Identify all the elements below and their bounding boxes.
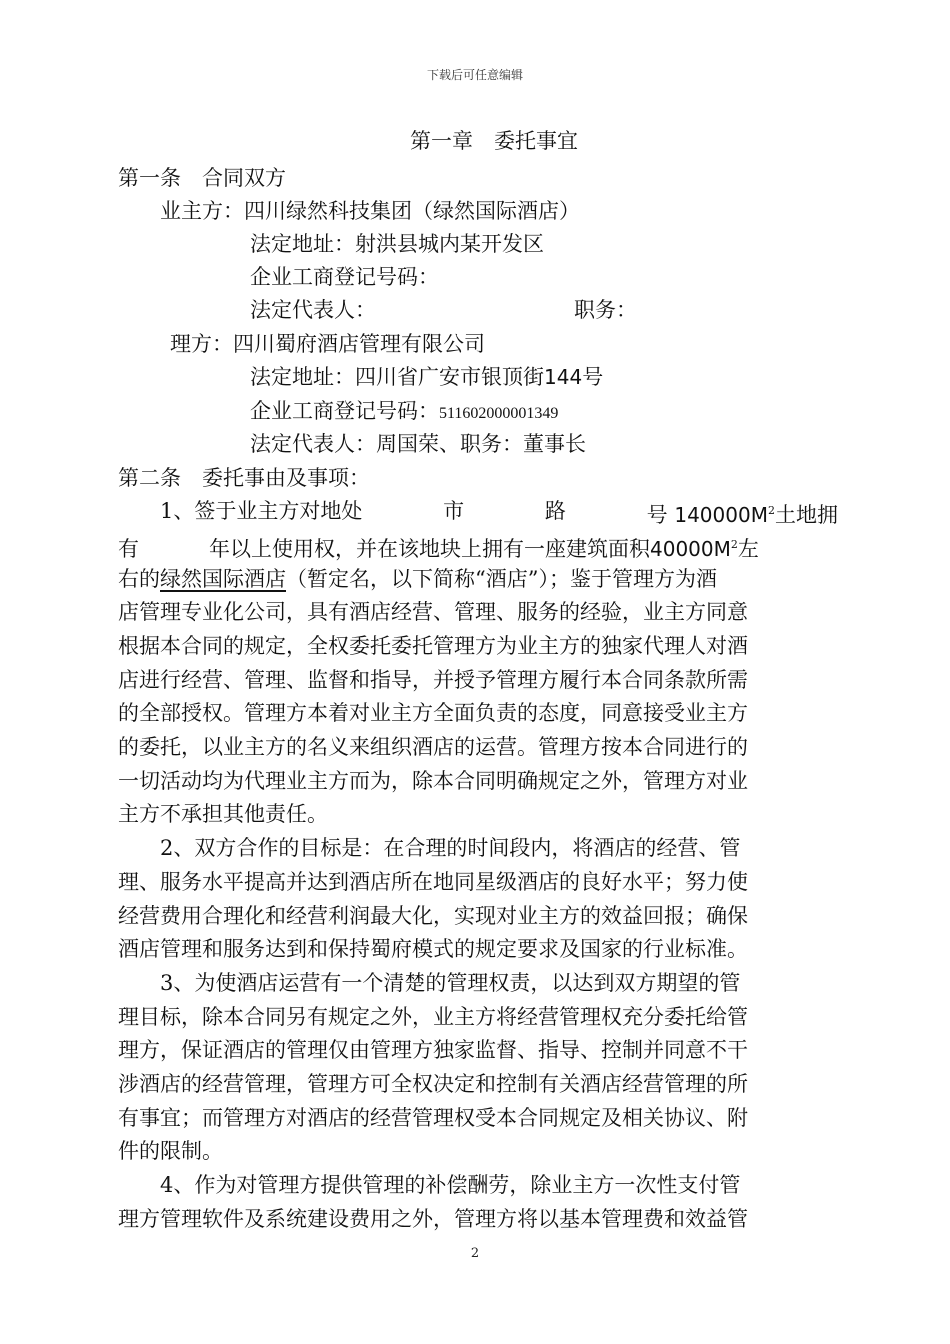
page-number: 2 (470, 1246, 480, 1261)
owner-registration: 企业工商登记号码： (250, 265, 439, 289)
paragraph-3-line: 理目标，除本合同另有规定之外，业主方将经营管理权充分委托给管 (118, 1005, 748, 1029)
manager-representative: 法定代表人：周国荣、职务：董事长 (250, 432, 586, 456)
paragraph-1-line: 主方不承担其他责任。 (118, 802, 328, 826)
page-header: 下载后可任意编辑 (426, 68, 523, 82)
paragraph-2-line: 经营费用合理化和经营利润最大化，实现对业主方的效益回报；确保 (118, 904, 748, 928)
paragraph-4-line: 4、作为对管理方提供管理的补偿酬劳，除业主方一次性支付管 (160, 1173, 741, 1197)
paragraph-1-line: 的委托，以业主方的名义来组织酒店的运营。管理方按本合同进行的 (118, 735, 748, 759)
hotel-name: 绿然国际酒店 (160, 567, 286, 591)
owner-representative-label: 法定代表人： (250, 298, 376, 322)
paragraph-1-line: 根据本合同的规定，全权委托委托管理方为业主方的独家代理人对酒 (118, 634, 748, 658)
owner-address: 法定地址：射洪县城内某开发区 (250, 232, 544, 256)
paragraph-3-line: 件的限制。 (118, 1139, 223, 1163)
paragraph-3-line: 涉酒店的经营管理，管理方可全权决定和控制有关酒店经营管理的所 (118, 1072, 748, 1096)
owner-position-label: 职务： (574, 298, 637, 322)
paragraph-3-line: 有事宜；而管理方对酒店的经营管理权受本合同规定及相关协议、附 (118, 1106, 748, 1130)
paragraph-1-line-2: 有 年以上使用权，并在该地块上拥有一座建筑面积$40000M^2$左 (118, 537, 759, 561)
paragraph-2-line: 2、双方合作的目标是：在合理的时间段内，将酒店的经营、管 (160, 836, 741, 860)
paragraph-1-line-1: 1、签于业主方对地处 市 路 号 $140000M^2$土地拥 (160, 499, 838, 527)
paragraph-1-line: 店进行经营、管理、监督和指导，并授予管理方履行本合同条款所需 (118, 668, 748, 692)
paragraph-1-line: 一切活动均为代理业主方而为，除本合同明确规定之外，管理方对业 (118, 769, 748, 793)
paragraph-3-line: 3、为使酒店运营有一个清楚的管理权责，以达到双方期望的管 (160, 971, 741, 995)
owner-party: 业主方：四川绿然科技集团（绿然国际酒店） (160, 199, 580, 223)
paragraph-2-line: 理、服务水平提高并达到酒店所在地同星级酒店的良好水平；努力使 (118, 870, 748, 894)
paragraph-1-line-3: 右的绿然国际酒店（暂定名，以下简称“酒店”）；鉴于管理方为酒 (118, 567, 717, 591)
paragraph-1-line: 店管理专业化公司，具有酒店经营、管理、服务的经验，业主方同意 (118, 600, 748, 624)
manager-address: 法定地址：四川省广安市银顶街144号 (250, 365, 604, 389)
paragraph-1-line: 的全部授权。管理方本着对业主方全面负责的态度，同意接受业主方 (118, 701, 748, 725)
paragraph-4-line: 理方管理软件及系统建设费用之外，管理方将以基本管理费和效益管 (118, 1207, 748, 1231)
paragraph-2-line: 酒店管理和服务达到和保持蜀府模式的规定要求及国家的行业标准。 (118, 937, 748, 961)
article-2-title: 第二条 委托事由及事项： (118, 466, 370, 490)
paragraph-3-line: 理方，保证酒店的管理仅由管理方独家监督、指导、控制并同意不干 (118, 1038, 748, 1062)
manager-party: 理方：四川蜀府酒店管理有限公司 (170, 332, 485, 356)
manager-registration: 企业工商登记号码：511602000001349 (250, 399, 559, 423)
chapter-title: 第一章 委托事宜 (410, 129, 578, 153)
article-1-title: 第一条 合同双方 (118, 166, 286, 190)
